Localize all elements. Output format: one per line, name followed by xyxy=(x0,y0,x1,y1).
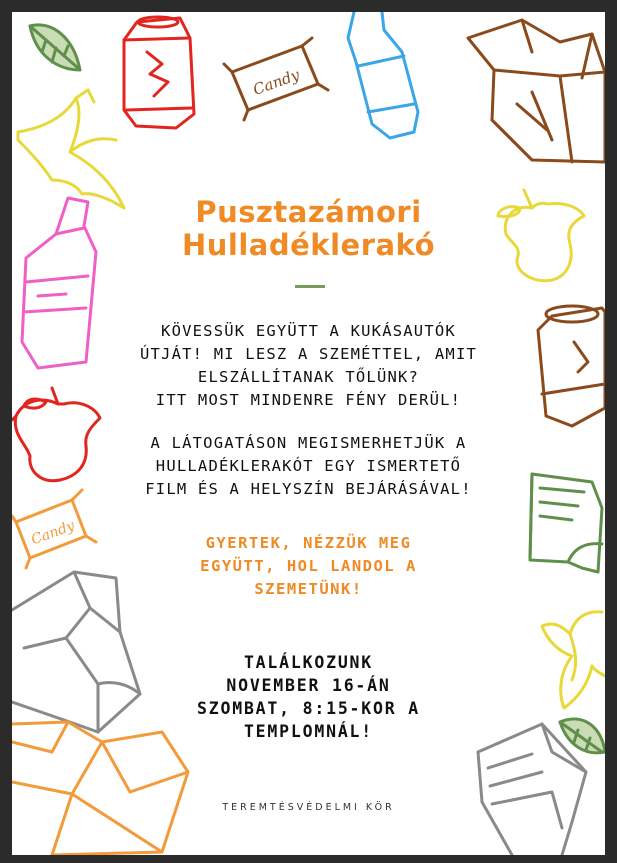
leaf-icon xyxy=(30,25,80,70)
description-paragraph xyxy=(12,432,605,501)
banana-peel-icon xyxy=(18,90,124,208)
poster-title-line2: Hulladéklerakó xyxy=(182,228,435,262)
meeting-line: TALÁLKOZUNK xyxy=(243,653,374,672)
description-line: HULLADÉKLERAKÓT EGY ISMERTETŐ xyxy=(155,457,462,475)
title-divider xyxy=(295,285,325,288)
intro-line: KÖVESSÜK EGYÜTT A KUKÁSAUTÓK xyxy=(161,322,456,340)
plastic-bottle-icon xyxy=(348,12,418,138)
candy-bar-icon xyxy=(224,38,328,120)
soda-can-icon xyxy=(124,17,194,128)
cardboard-box-icon xyxy=(468,20,605,162)
intro-line: ÚTJÁT! MI LESZ A SZEMÉTTEL, AMIT xyxy=(139,345,478,363)
poster xyxy=(12,12,605,855)
organizer-footer: TEREMTÉSVÉDELMI KÖR xyxy=(222,802,395,813)
invitation-paragraph xyxy=(12,532,605,601)
description-line: FILM ÉS A HELYSZÍN BEJÁRÁSÁVAL! xyxy=(145,480,472,498)
meeting-paragraph xyxy=(12,651,605,743)
invitation-line: GYERTEK, NÉZZÜK MEG xyxy=(205,534,412,552)
candy-label: Candy xyxy=(250,65,303,99)
meeting-line: NOVEMBER 16-ÁN xyxy=(226,676,391,695)
intro-line: ELSZÁLLÍTANAK TŐLÜNK? xyxy=(197,368,420,386)
intro-line: ITT MOST MINDENRE FÉNY DERÜL! xyxy=(155,391,462,409)
meeting-line: SZOMBAT, 8:15-KOR A xyxy=(197,699,420,718)
invitation-line: EGYÜTT, HOL LANDOL A xyxy=(200,557,417,575)
meeting-line: TEMPLOMNÁL! xyxy=(243,722,374,741)
candy-label: Candy xyxy=(29,517,77,549)
intro-paragraph xyxy=(12,320,605,412)
invitation-line: SZEMETÜNK! xyxy=(254,580,363,598)
description-line: A LÁTOGATÁSON MEGISMERHETJÜK A xyxy=(150,434,467,452)
crumpled-paper-icon xyxy=(478,724,586,855)
poster-title-line1: Pusztazámori xyxy=(195,195,422,229)
